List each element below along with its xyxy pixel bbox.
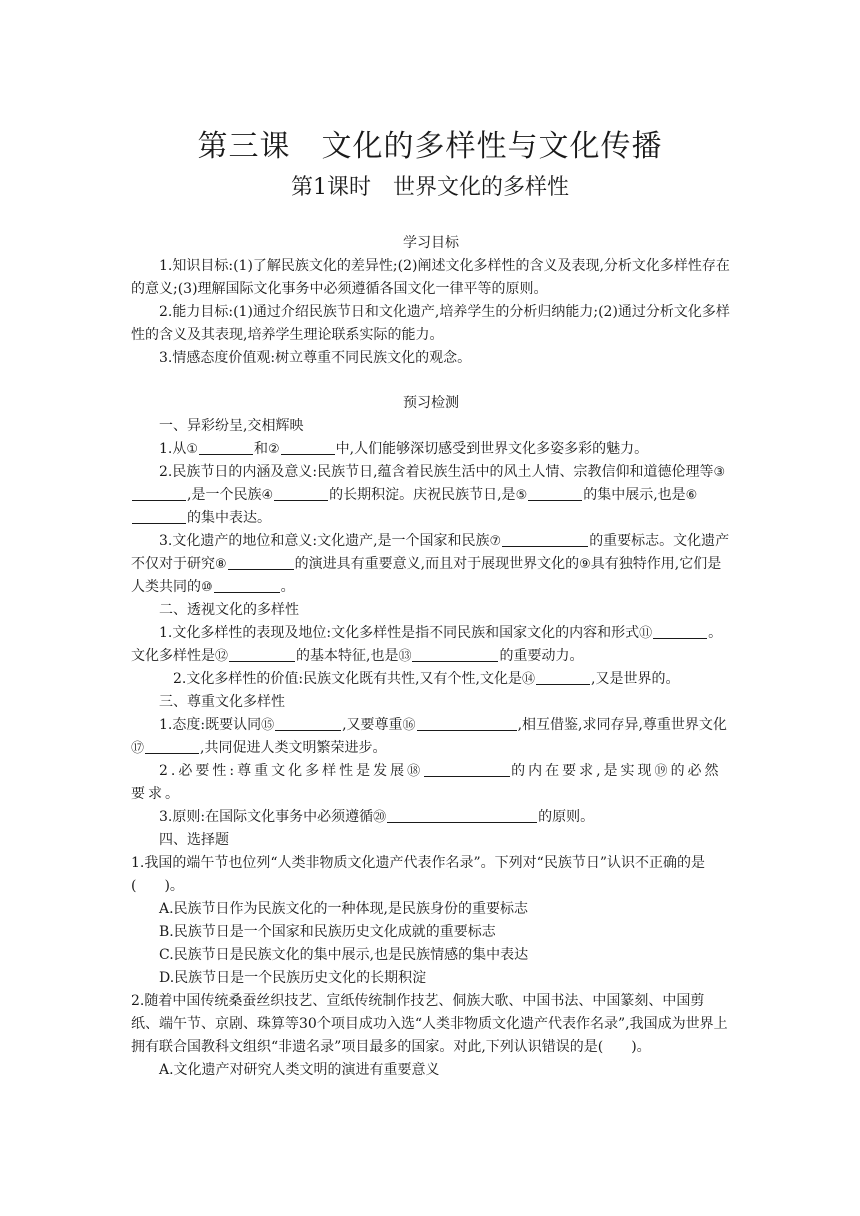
- mc-q1-option-c[interactable]: C.民族节日是民族文化的集中展示,也是民族情感的集中表达: [159, 947, 529, 963]
- fill-blank-7[interactable]: [502, 532, 588, 547]
- fill-blank-11[interactable]: [653, 624, 707, 639]
- s3-question-1: 1.态度:既要认同⑮ ,又要尊重⑯ ,相互借鉴,求同存异,尊重世界文化⑰ ,共同促进人类文明繁荣进步。: [131, 717, 727, 756]
- fill-blank-5[interactable]: [528, 486, 582, 501]
- mc-question-1: 1.我国的端午节也位列“人类非物质文化遗产代表作名录”。下列对“民族节日”认识不正确的是( )。: [131, 855, 705, 894]
- fill-blank-16[interactable]: [417, 716, 517, 731]
- fill-blank-14[interactable]: [536, 670, 590, 685]
- fill-blank-20[interactable]: [387, 808, 537, 823]
- section-1-title: 一、异彩纷呈,交相辉映: [159, 418, 304, 434]
- fill-blank-15[interactable]: [275, 716, 341, 731]
- fill-blank-8[interactable]: [228, 555, 294, 570]
- fill-blank-2[interactable]: [281, 440, 335, 455]
- fill-blank-18[interactable]: [424, 762, 510, 777]
- fill-blank-1[interactable]: [199, 440, 253, 455]
- lesson-subtitle: 第1课时 世界文化的多样性: [291, 175, 569, 200]
- lesson-title: 第三课 文化的多样性与文化传播: [197, 129, 663, 164]
- goal-ability: 2.能力目标:(1)通过介绍民族节日和文化遗产,培养学生的分析归纳能力;(2)通过分析文化多样性的含义及其表现,培养学生理论联系实际的能力。: [131, 304, 730, 343]
- goal-knowledge: 1.知识目标:(1)了解民族文化的差异性;(2)阐述文化多样性的含义及表现,分析文化多样性存在的意义;(3)理解国际文化事务中必须遵循各国文化一律平等的原则。: [131, 258, 730, 297]
- s3-question-2: 2.必要性:尊重文化多样性是发展⑱ 的内在要求,是实现⑲的必然要求。: [131, 763, 722, 802]
- fill-blank-13[interactable]: [412, 647, 498, 662]
- fill-blank-3[interactable]: [132, 486, 186, 501]
- goal-attitude: 3.情感态度价值观:树立尊重不同民族文化的观念。: [159, 350, 472, 366]
- s1-question-2: 2.民族节日的内涵及意义:民族节日,蕴含着民族生活中的风土人情、宗教信仰和道德伦理等③,是一个民族④ 的长期积淀。庆祝民族节日,是⑤ 的集中展示,也是⑥的集中表达。: [131, 461, 731, 530]
- s1-question-3: 3.文化遗产的地位和意义:文化遗产,是一个国家和民族⑦ 的重要标志。文化遗产不仅对于研究⑧ 的演进具有重要意义,而且对于展现世界文化的⑨具有独特作用,它们是人类共同的⑩ 。: [131, 533, 730, 595]
- fill-blank-12[interactable]: [229, 647, 295, 662]
- fill-blank-4[interactable]: [274, 486, 328, 501]
- preview-heading: 预习检测: [403, 395, 459, 411]
- document-body: [131, 232, 731, 1082]
- fill-blank-17[interactable]: [145, 739, 199, 754]
- section-4-title: 四、选择题: [159, 832, 229, 848]
- mc-q1-option-b[interactable]: B.民族节日是一个国家和民族历史文化成就的重要标志: [159, 924, 496, 940]
- section-2-title: 二、透视文化的多样性: [159, 602, 299, 618]
- goals-heading: 学习目标: [403, 235, 459, 251]
- mc-q2-option-a[interactable]: A.文化遗产对研究人类文明的演进有重要意义: [159, 1062, 440, 1078]
- fill-blank-10[interactable]: [214, 578, 280, 593]
- s1-question-1: 1.从① 和② 中,人们能够深切感受到世界文化多姿多彩的魅力。: [159, 441, 649, 457]
- fill-blank-6[interactable]: [132, 509, 186, 524]
- mc-question-2: 2.随着中国传统桑蚕丝织技艺、宣纸传统制作技艺、侗族大歌、中国书法、中国篆刻、中国剪纸、端午节、京剧、珠算等30个项目成功入选“人类非物质文化遗产代表作名录”,我国成为世界上拥有联合国教科文组织“非遗名录”项目最多的国家。对此,下列认识错误的是( )。: [131, 993, 728, 1055]
- s2-question-2: 2.文化多样性的价值:民族文化既有共性,又有个性,文化是⑭ ,又是世界的。: [173, 671, 680, 687]
- mc-q1-option-d[interactable]: D.民族节日是一个民族历史文化的长期积淀: [159, 970, 427, 986]
- mc-q1-option-a[interactable]: A.民族节日作为民族文化的一种体现,是民族身份的重要标志: [159, 901, 529, 917]
- s3-question-3: 3.原则:在国际文化事务中必须遵循⑳ 的原则。: [159, 809, 595, 825]
- section-3-title: 三、尊重文化多样性: [159, 694, 285, 710]
- s2-question-1: 1.文化多样性的表现及地位:文化多样性是指不同民族和国家文化的内容和形式⑪ 。文化多样性是⑫ 的基本特征,也是⑬ 的重要动力。: [131, 625, 723, 664]
